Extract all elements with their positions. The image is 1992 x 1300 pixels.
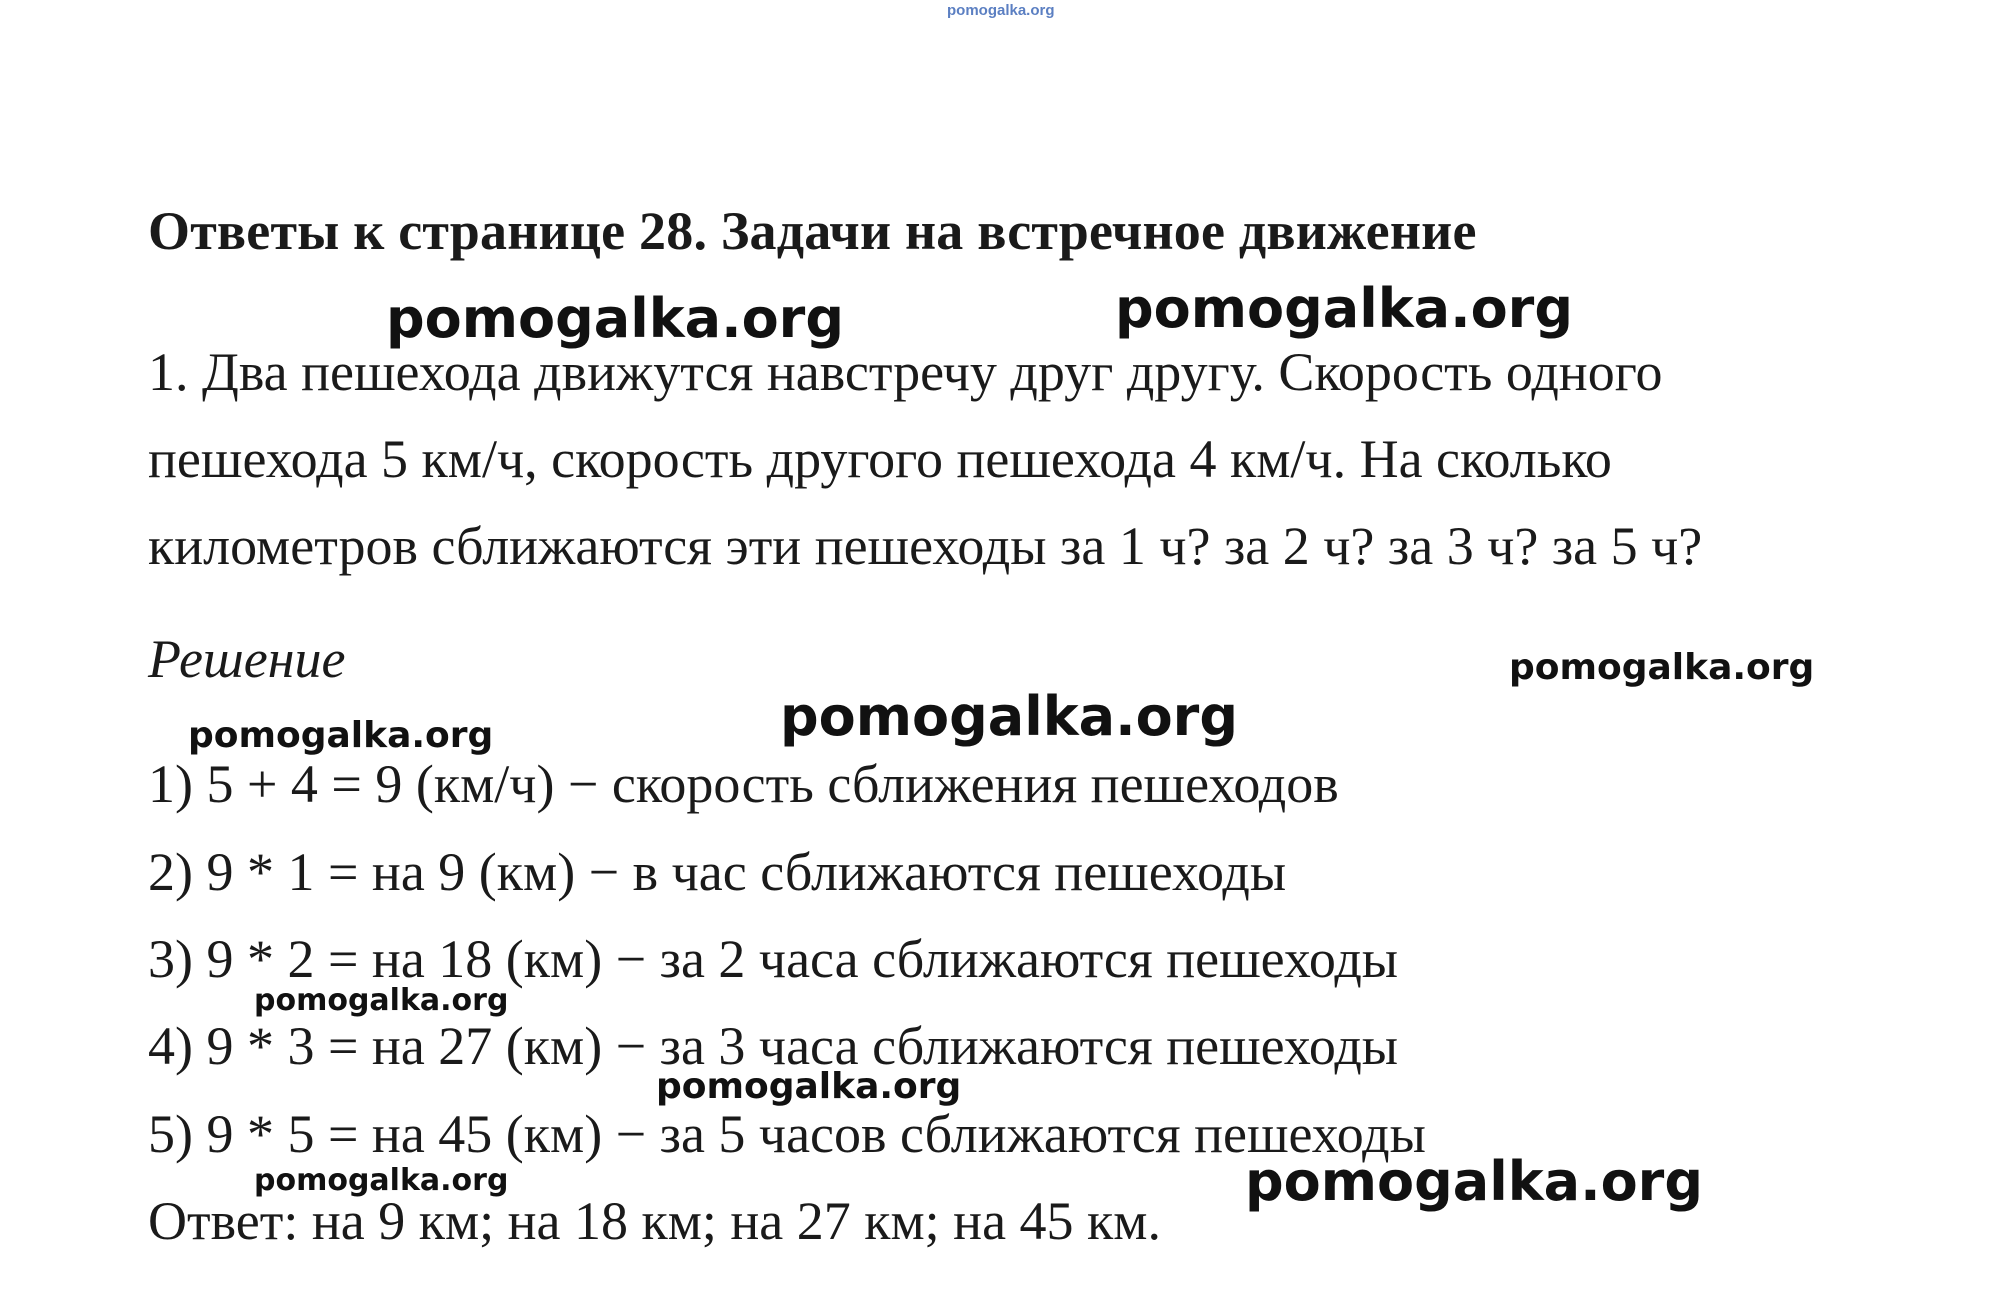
watermark: pomogalka.org — [1245, 1150, 1703, 1213]
watermark: pomogalka.org — [254, 983, 509, 1018]
page-title: Ответы к странице 28. Задачи на встречное движение — [148, 201, 1477, 261]
problem-text-line-1: 1. Два пешехода движутся навстречу друг другу. Скорость одного — [148, 342, 1663, 402]
watermark: pomogalka.org — [254, 1163, 509, 1198]
problem-text-line-3: километров сближаются эти пешеходы за 1 ч? за 2 ч? за 3 ч? за 5 ч? — [148, 516, 1703, 576]
solution-step-2: 2) 9 * 1 = на 9 (км) − в час сближаются пешеходы — [148, 842, 1287, 902]
site-link[interactable]: pomogalka.org — [947, 2, 1055, 19]
watermark: pomogalka.org — [386, 287, 844, 350]
watermark: pomogalka.org — [1509, 647, 1815, 688]
watermark: pomogalka.org — [780, 685, 1238, 748]
solution-step-4: 4) 9 * 3 = на 27 (км) − за 3 часа сближаются пешеходы — [148, 1016, 1399, 1076]
watermark: pomogalka.org — [1115, 277, 1573, 340]
solution-step-1: 1) 5 + 4 = 9 (км/ч) − скорость сближения пешеходов — [148, 754, 1339, 814]
watermark: pomogalka.org — [656, 1066, 962, 1107]
solution-step-5: 5) 9 * 5 = на 45 (км) − за 5 часов сближаются пешеходы — [148, 1104, 1426, 1164]
solution-step-3: 3) 9 * 2 = на 18 (км) − за 2 часа сближаются пешеходы — [148, 929, 1399, 989]
answer-line: Ответ: на 9 км; на 18 км; на 27 км; на 45 км. — [148, 1191, 1161, 1251]
solution-label: Решение — [148, 629, 346, 689]
problem-text-line-2: пешехода 5 км/ч, скорость другого пешехода 4 км/ч. На сколько — [148, 429, 1612, 489]
watermark: pomogalka.org — [188, 715, 494, 756]
